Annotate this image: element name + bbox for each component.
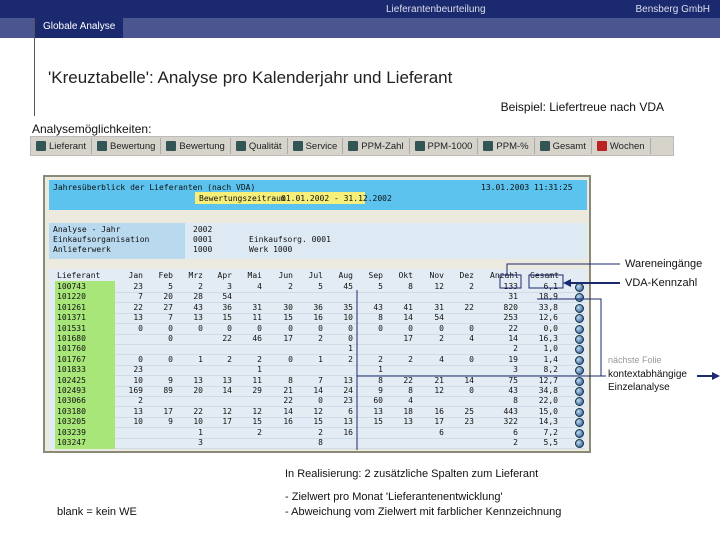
table-cell: 11 bbox=[252, 375, 262, 385]
table-cell: 2 bbox=[138, 396, 143, 406]
column-header: Lieferant bbox=[57, 271, 101, 280]
table-cell: 0 bbox=[469, 323, 474, 333]
info-value: 0001 bbox=[193, 235, 213, 244]
table-cell: 15 bbox=[222, 313, 232, 323]
table-cell: 0 bbox=[168, 334, 173, 343]
table-cell: 22 bbox=[464, 302, 474, 312]
table-cell: 10 bbox=[193, 417, 203, 427]
table-cell: 322 bbox=[503, 417, 518, 427]
table-cell: 43 bbox=[193, 302, 203, 312]
toolbar-button-label: PPM-% bbox=[496, 140, 529, 152]
column-header: Sep bbox=[368, 271, 383, 280]
table-cell: 13 bbox=[133, 313, 143, 323]
table-cell: 6 bbox=[513, 427, 518, 437]
table-cell: 10 bbox=[133, 375, 143, 385]
toolbar-button-label: Bewertung bbox=[179, 140, 225, 152]
table-cell: 31 bbox=[252, 302, 262, 312]
table-cell: 3 bbox=[227, 282, 232, 291]
annotation-next-slide[interactable]: nächste Folie bbox=[608, 355, 662, 365]
table-cell: 15 bbox=[252, 417, 262, 427]
supplier-id: 102493 bbox=[57, 386, 86, 395]
report-heading: Jahresüberblick der Lieferanten (nach VDA) bbox=[53, 183, 256, 192]
table-cell: 133 bbox=[503, 282, 518, 291]
table-cell: 15 bbox=[283, 313, 293, 323]
table-cell: 14 bbox=[283, 406, 293, 416]
info-value: 1000 bbox=[193, 245, 213, 254]
table-cell: 2 bbox=[408, 354, 413, 364]
table-cell: 27 bbox=[163, 302, 173, 312]
table-cell: 14 bbox=[464, 375, 474, 385]
table-cell: 11 bbox=[252, 313, 262, 323]
table-cell: 0 bbox=[288, 323, 293, 333]
table-cell: 23 bbox=[133, 282, 143, 291]
table-cell: 23 bbox=[464, 417, 474, 427]
table-cell: 14 bbox=[403, 313, 413, 323]
table-cell: 9 bbox=[378, 386, 383, 395]
table-cell: 2 bbox=[288, 282, 293, 291]
table-cell: 20 bbox=[193, 386, 203, 395]
table-cell: 2 bbox=[513, 344, 518, 354]
table-cell: 16 bbox=[283, 417, 293, 427]
table-cell: 22 bbox=[403, 375, 413, 385]
table-cell: 8 bbox=[513, 396, 518, 406]
table-cell: 2 bbox=[318, 427, 323, 437]
supplier-id: 101680 bbox=[57, 334, 86, 343]
toolbar-button-label: Gesamt bbox=[552, 140, 586, 152]
table-cell: 30 bbox=[283, 302, 293, 312]
table-cell: 8 bbox=[378, 375, 383, 385]
supplier-id: 101261 bbox=[57, 302, 86, 312]
table-cell: 0 bbox=[318, 323, 323, 333]
table-cell: 22 bbox=[133, 302, 143, 312]
annotation-wareneingaenge: Wareneingänge bbox=[625, 258, 703, 270]
table-cell: 15 bbox=[313, 417, 323, 427]
table-cell: 253 bbox=[503, 313, 518, 323]
table-cell: 2 bbox=[227, 354, 232, 364]
table-cell: 13 bbox=[373, 406, 383, 416]
table-cell: 0 bbox=[138, 354, 143, 364]
table-cell: 10 bbox=[343, 313, 353, 323]
table-cell: 22 bbox=[222, 334, 232, 343]
supplier-id: 103239 bbox=[57, 427, 86, 437]
column-header: Aug bbox=[338, 271, 353, 280]
table-cell: 12,7 bbox=[538, 375, 558, 385]
column-header: Nov bbox=[429, 271, 444, 280]
table-cell: 16 bbox=[313, 313, 323, 323]
table-cell: 15 bbox=[373, 417, 383, 427]
table-cell: 0 bbox=[257, 323, 262, 333]
table-cell: 31 bbox=[508, 292, 518, 302]
table-cell: 12,6 bbox=[538, 313, 558, 323]
info-label: Analyse - Jahr bbox=[53, 225, 121, 234]
table-cell: 2 bbox=[348, 354, 353, 364]
supplier-id: 103180 bbox=[57, 406, 86, 416]
table-cell: 18,9 bbox=[538, 292, 558, 302]
report-datetime: 13.01.2003 11:31:25 bbox=[481, 183, 573, 192]
column-header: Mrz bbox=[188, 271, 203, 280]
table-cell: 34,8 bbox=[538, 386, 558, 395]
table-cell: 13 bbox=[222, 375, 232, 385]
table-cell: 0 bbox=[198, 323, 203, 333]
table-cell: 13 bbox=[343, 417, 353, 427]
annotation-context2: Einzelanalyse bbox=[608, 382, 670, 393]
table-cell: 0 bbox=[348, 334, 353, 343]
table-cell: 8,2 bbox=[543, 365, 558, 375]
table-cell: 1 bbox=[198, 354, 203, 364]
note-realisation: In Realisierung: 2 zusätzliche Spalten zum Lieferant bbox=[285, 468, 539, 480]
table-cell: 29 bbox=[252, 386, 262, 395]
note-blank: blank = kein WE bbox=[57, 506, 137, 518]
table-cell: 5 bbox=[378, 282, 383, 291]
table-cell: 14,3 bbox=[538, 417, 558, 427]
table-cell: 54 bbox=[434, 313, 444, 323]
table-cell: 0 bbox=[288, 354, 293, 364]
table-cell: 820 bbox=[503, 302, 518, 312]
table-cell: 18 bbox=[403, 406, 413, 416]
table-cell: 54 bbox=[222, 292, 232, 302]
table-cell: 46 bbox=[252, 334, 262, 343]
table-cell: 2 bbox=[513, 438, 518, 447]
column-header: Apr bbox=[217, 271, 232, 280]
table-cell: 8 bbox=[378, 313, 383, 323]
table-cell: 0 bbox=[168, 354, 173, 364]
table-cell: 31 bbox=[434, 302, 444, 312]
table-cell: 33,8 bbox=[538, 302, 558, 312]
table-cell: 22,0 bbox=[538, 396, 558, 406]
table-cell: 9 bbox=[168, 375, 173, 385]
table-cell: 16 bbox=[343, 427, 353, 437]
table-cell: 169 bbox=[128, 386, 143, 395]
example-caption: Beispiel: Liefertreue nach VDA bbox=[500, 100, 664, 114]
context-bracket bbox=[537, 299, 606, 376]
table-cell: 12 bbox=[252, 406, 262, 416]
table-cell: 1 bbox=[348, 344, 353, 354]
supplier-id: 103205 bbox=[57, 417, 86, 427]
company-name: Bensberg GmbH bbox=[635, 4, 710, 15]
table-cell: 2 bbox=[318, 334, 323, 343]
info-extra: Einkaufsorg. 0001 bbox=[249, 235, 331, 244]
table-cell: 36 bbox=[222, 302, 232, 312]
toolbar-button-label: Lieferant bbox=[49, 140, 86, 152]
table-cell: 21 bbox=[283, 386, 293, 395]
table-cell: 60 bbox=[373, 396, 383, 406]
table-cell: 1 bbox=[318, 354, 323, 364]
period-value: 01.01.2002 - 31.12.2002 bbox=[281, 194, 392, 203]
table-cell: 1,4 bbox=[543, 354, 558, 364]
table-cell: 0 bbox=[408, 323, 413, 333]
table-cell: 443 bbox=[503, 406, 518, 416]
table-cell: 0 bbox=[168, 323, 173, 333]
table-cell: 0,0 bbox=[543, 323, 558, 333]
column-header: Anzahl bbox=[490, 271, 519, 280]
toolbar-button-label: Wochen bbox=[609, 140, 645, 152]
table-cell: 16,3 bbox=[538, 334, 558, 343]
table-cell: 8 bbox=[408, 386, 413, 395]
table-cell: 17 bbox=[163, 406, 173, 416]
column-header: Jul bbox=[308, 271, 323, 280]
table-cell: 1 bbox=[198, 427, 203, 437]
table-cell: 4 bbox=[469, 334, 474, 343]
table-cell: 23 bbox=[133, 365, 143, 375]
table-cell: 2 bbox=[439, 334, 444, 343]
table-cell: 20 bbox=[163, 292, 173, 302]
supplier-id: 103066 bbox=[57, 396, 86, 406]
supplier-id: 101531 bbox=[57, 323, 86, 333]
table-cell: 0 bbox=[469, 386, 474, 395]
table-cell: 35 bbox=[343, 302, 353, 312]
table-cell: 7 bbox=[138, 292, 143, 302]
column-header: Feb bbox=[158, 271, 173, 280]
column-header: Dez bbox=[459, 271, 474, 280]
table-cell: 2 bbox=[198, 282, 203, 291]
table-cell: 1 bbox=[257, 365, 262, 375]
table-cell: 22 bbox=[283, 396, 293, 406]
table-cell: 8 bbox=[408, 282, 413, 291]
supplier-id: 103247 bbox=[57, 438, 86, 447]
table-cell: 13 bbox=[343, 375, 353, 385]
table-cell: 75 bbox=[508, 375, 518, 385]
table-cell: 2 bbox=[257, 427, 262, 437]
supplier-id: 101220 bbox=[57, 292, 86, 302]
table-cell: 4 bbox=[408, 396, 413, 406]
tab-globale-analyse[interactable]: Globale Analyse bbox=[35, 18, 123, 38]
table-cell: 1,0 bbox=[543, 344, 558, 354]
column-header: Jun bbox=[278, 271, 293, 280]
info-value: 2002 bbox=[193, 225, 213, 234]
supplier-id: 101760 bbox=[57, 344, 86, 354]
table-cell: 5 bbox=[168, 282, 173, 291]
supplier-id: 100743 bbox=[57, 282, 86, 291]
table-cell: 15,0 bbox=[538, 406, 558, 416]
table-cell: 41 bbox=[403, 302, 413, 312]
table-cell: 22 bbox=[193, 406, 203, 416]
table-cell: 7,2 bbox=[543, 427, 558, 437]
table-cell: 6,1 bbox=[543, 282, 558, 291]
table-cell: 4 bbox=[257, 282, 262, 291]
table-cell: 17 bbox=[222, 417, 232, 427]
table-cell: 45 bbox=[343, 282, 353, 291]
anzahl-highlight bbox=[500, 275, 521, 288]
supplier-id: 102425 bbox=[57, 375, 86, 385]
table-cell: 13 bbox=[133, 406, 143, 416]
column-header: Jan bbox=[128, 271, 143, 280]
table-cell: 2 bbox=[469, 282, 474, 291]
table-cell: 17 bbox=[403, 334, 413, 343]
toolbar-button-label: Service bbox=[305, 140, 338, 152]
table-cell: 22 bbox=[508, 323, 518, 333]
table-cell: 2 bbox=[378, 354, 383, 364]
toolbar-button-label: Qualität bbox=[248, 140, 282, 152]
table-cell: 6 bbox=[439, 427, 444, 437]
table-cell: 25 bbox=[464, 406, 474, 416]
page-title: 'Kreuztabelle': Analyse pro Kalenderjahr und Lieferant bbox=[48, 68, 453, 87]
table-cell: 24 bbox=[343, 386, 353, 395]
supplier-id: 101833 bbox=[57, 365, 86, 375]
table-cell: 0 bbox=[378, 323, 383, 333]
table-cell: 0 bbox=[439, 323, 444, 333]
table-cell: 12 bbox=[434, 282, 444, 291]
table-cell: 14 bbox=[508, 334, 518, 343]
info-extra: Werk 1000 bbox=[249, 245, 293, 254]
table-cell: 0 bbox=[348, 323, 353, 333]
table-cell: 13 bbox=[193, 313, 203, 323]
toolbar-button-label: PPM-1000 bbox=[427, 140, 473, 152]
info-label: Einkaufsorganisation bbox=[53, 235, 150, 244]
table-cell: 14 bbox=[222, 386, 232, 395]
table-cell: 10 bbox=[133, 417, 143, 427]
table-cell: 0 bbox=[318, 396, 323, 406]
table-cell: 1 bbox=[378, 365, 383, 375]
wareneingaenge-line bbox=[507, 264, 620, 275]
table-cell: 12 bbox=[313, 406, 323, 416]
table-cell: 2 bbox=[257, 354, 262, 364]
table-cell: 7 bbox=[168, 313, 173, 323]
table-cell: 12 bbox=[434, 386, 444, 395]
table-cell: 89 bbox=[163, 386, 173, 395]
analysis-label: Analysemöglichkeiten: bbox=[32, 122, 152, 136]
table-cell: 3 bbox=[513, 365, 518, 375]
table-cell: 7 bbox=[318, 375, 323, 385]
column-header: Gesamt bbox=[530, 271, 559, 280]
table-cell: 19 bbox=[508, 354, 518, 364]
note-target: - Zielwert pro Monat 'Lieferantenentwicklung' bbox=[285, 491, 503, 503]
toolbar-button-label: PPM-Zahl bbox=[361, 140, 404, 152]
table-cell: 5 bbox=[318, 282, 323, 291]
table-cell: 5,5 bbox=[543, 438, 558, 447]
table-cell: 8 bbox=[318, 438, 323, 447]
gesamt-highlight bbox=[529, 275, 563, 288]
table-cell: 17 bbox=[283, 334, 293, 343]
table-cell: 17 bbox=[434, 417, 444, 427]
table-cell: 0 bbox=[138, 323, 143, 333]
table-cell: 0 bbox=[227, 323, 232, 333]
table-cell: 43 bbox=[373, 302, 383, 312]
table-cell: 9 bbox=[168, 417, 173, 427]
table-cell: 28 bbox=[193, 292, 203, 302]
table-cell: 8 bbox=[288, 375, 293, 385]
annotation-vda: VDA-Kennzahl bbox=[625, 277, 698, 289]
annotation-context1: kontextabhängige bbox=[608, 369, 687, 380]
table-cell: 4 bbox=[439, 354, 444, 364]
supplier-id: 101767 bbox=[57, 354, 86, 364]
column-header: Okt bbox=[398, 271, 413, 280]
table-cell: 36 bbox=[313, 302, 323, 312]
table-cell: 43 bbox=[508, 386, 518, 395]
note-deviation: - Abweichung vom Zielwert mit farblicher Kennzeichnung bbox=[285, 506, 562, 518]
table-cell: 13 bbox=[193, 375, 203, 385]
period-label: Bewertungszeitraum bbox=[199, 194, 286, 203]
table-cell: 14 bbox=[313, 386, 323, 395]
table-cell: 12 bbox=[222, 406, 232, 416]
table-cell: 13 bbox=[403, 417, 413, 427]
table-cell: 23 bbox=[343, 396, 353, 406]
table-cell: 6 bbox=[348, 406, 353, 416]
info-label: Anlieferwerk bbox=[53, 245, 111, 254]
table-cell: 16 bbox=[434, 406, 444, 416]
table-cell: 3 bbox=[198, 438, 203, 447]
column-header: Mai bbox=[247, 271, 262, 280]
supplier-id: 101371 bbox=[57, 313, 86, 323]
table-cell: 21 bbox=[434, 375, 444, 385]
toolbar-button-label: Bewertung bbox=[109, 140, 156, 152]
app-title: Lieferantenbeurteilung bbox=[386, 4, 486, 15]
table-cell: 0 bbox=[469, 354, 474, 364]
